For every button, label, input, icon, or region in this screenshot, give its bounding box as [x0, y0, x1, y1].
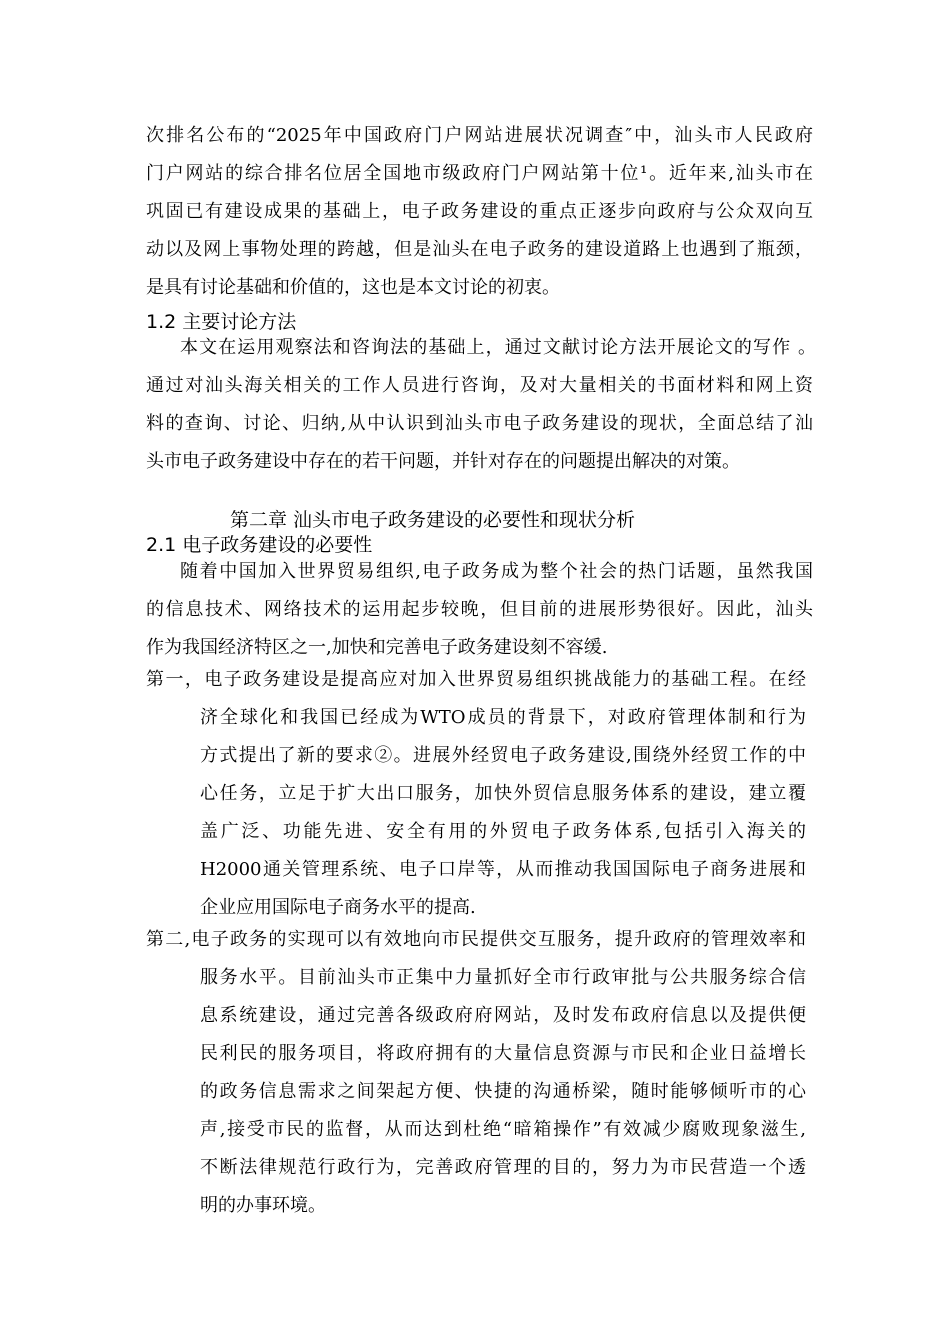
section-1-2-line-2: 通过对汕头海关相关的工作人员进行咨询，及对大量相关的书面材料和网上资	[146, 375, 813, 396]
intro-line-1: 次排名公布的“2025年中国政府门户网站进展状况调查″中，汕头市人民政府	[146, 125, 813, 146]
section-2-1-line-2: 的信息技术、网络技术的运用起步较晚，但目前的进展形势很好。因此，汕头	[146, 599, 813, 620]
section-heading-2-1: 2.1 电子政务建设的必要性	[146, 534, 373, 556]
point-1-line-7: 企业应用国际电子商务水平的提高.	[200, 897, 476, 918]
section-2-1-line-3: 作为我国经济特区之一,加快和完善电子政务建设刻不容缓.	[146, 637, 608, 658]
point-2-line-2: 服务水平。目前汕头市正集中力量抓好全市行政审批与公共服务综合信	[200, 967, 806, 988]
point-2-line-1: 第二,电子政务的实现可以有效地向市民提供交互服务，提升政府的管理效率和	[146, 929, 806, 950]
section-1-2-line-1: 本文在运用观察法和咨询法的基础上，通过文献讨论方法开展论文的写作 。	[180, 337, 816, 358]
point-1-line-3: 方式提出了新的要求②。进展外经贸电子政务建设,围绕外经贸工作的中	[200, 745, 806, 766]
intro-line-5: 是具有讨论基础和价值的，这也是本文讨论的初衷。	[146, 277, 560, 298]
point-1-line-5: 盖广泛、功能先进、安全有用的外贸电子政务体系,包括引入海关的	[200, 821, 806, 842]
section-heading-1-2: 1.2 主要讨论方法	[146, 311, 297, 333]
point-2-line-6: 声,接受市民的监督，从而达到杜绝“暗箱操作”有效减少腐败现象滋生,	[200, 1119, 806, 1140]
intro-line-2: 门户网站的综合排名位居全国地市级政府门户网站第十位¹。近年来,汕头市在	[146, 163, 813, 184]
chapter-title: 第二章 汕头市电子政务建设的必要性和现状分析	[230, 509, 636, 531]
point-2-line-8: 明的办事环境。	[200, 1195, 326, 1216]
intro-line-3: 巩固已有建设成果的基础上，电子政务建设的重点正逐步向政府与公众双向互	[146, 201, 813, 222]
point-2-line-7: 不断法律规范行政行为，完善政府管理的目的，努力为市民营造一个透	[200, 1157, 806, 1178]
point-1-line-4: 心任务，立足于扩大出口服务，加快外贸信息服务体系的建设，建立覆	[200, 783, 806, 804]
point-1-line-2: 济全球化和我国已经成为WTO成员的背景下，对政府管理体制和行为	[200, 707, 806, 728]
section-1-2-line-3: 料的查询、讨论、归纳,从中认识到汕头市电子政务建设的现状，全面总结了汕	[146, 413, 813, 434]
point-1-line-1: 第一，电子政务建设是提高应对加入世界贸易组织挑战能力的基础工程。在经	[146, 669, 806, 690]
point-2-line-3: 息系统建设，通过完善各级政府府网站，及时发布政府信息以及提供便	[200, 1005, 806, 1026]
section-1-2-line-4: 头市电子政务建设中存在的若干问题，并针对存在的问题提出解决的对策。	[146, 451, 740, 472]
point-2-line-5: 的政务信息需求之间架起方便、快捷的沟通桥梁，随时能够倾听市的心	[200, 1081, 806, 1102]
point-1-line-6: H2000通关管理系统、电子口岸等，从而推动我国国际电子商务进展和	[200, 859, 806, 880]
section-2-1-line-1: 随着中国加入世界贸易组织,电子政务成为整个社会的热门话题，虽然我国	[180, 561, 813, 582]
intro-line-4: 动以及网上事物处理的跨越，但是汕头在电子政务的建设道路上也遇到了瓶颈，	[146, 239, 813, 260]
point-2-line-4: 民利民的服务项目，将政府拥有的大量信息资源与市民和企业日益增长	[200, 1043, 806, 1064]
